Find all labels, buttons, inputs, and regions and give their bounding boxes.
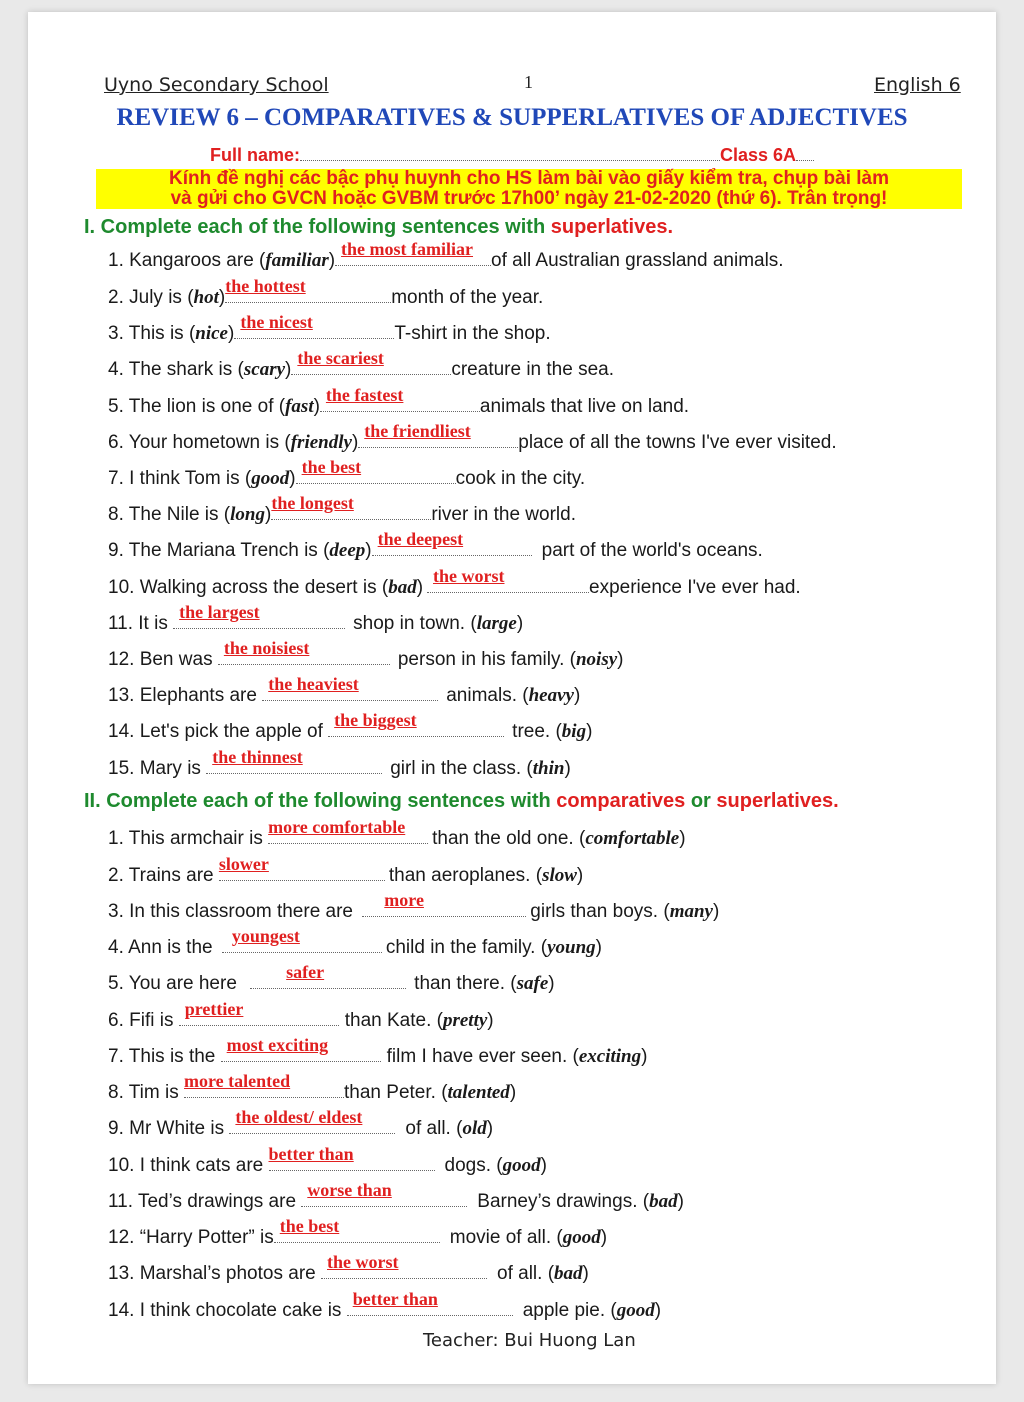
question-text: film I have ever seen. ( — [386, 1046, 579, 1067]
question-text: animals. ( — [446, 685, 529, 706]
question-text: 1. Kangaroos are ( — [108, 250, 266, 271]
question-text: ) — [365, 540, 372, 561]
adjective-hint: talented — [447, 1082, 510, 1103]
question-text: 5. The lion is one of ( — [108, 396, 286, 417]
answer-blank[interactable] — [268, 817, 428, 844]
question-text: 12. “Harry Potter” is — [108, 1227, 274, 1248]
s2-question-11 — [108, 1180, 684, 1214]
question-text: animals that live on land. — [479, 396, 690, 417]
s2-question-5 — [108, 962, 555, 996]
answer-blank[interactable] — [372, 529, 532, 556]
question-text: 4. Ann is the — [108, 937, 213, 958]
s2-question-7 — [108, 1035, 648, 1069]
answer-text: the oldest/ eldest — [235, 1107, 363, 1127]
adjective-hint: hot — [193, 287, 219, 308]
answer-blank[interactable] — [221, 1035, 381, 1062]
answer-text: the best — [279, 1216, 340, 1236]
s1-question-4 — [108, 348, 615, 382]
question-text: girls than boys. ( — [530, 901, 670, 922]
answer-text: the noisiest — [223, 638, 310, 658]
question-text: 1. This armchair is — [108, 828, 263, 849]
s2-question-9 — [108, 1107, 494, 1141]
s1-question-8 — [108, 493, 576, 527]
s2-question-10 — [108, 1144, 547, 1178]
question-text: 9. Mr White is — [108, 1118, 225, 1139]
s2-question-12 — [108, 1216, 608, 1250]
class-blank — [796, 160, 814, 161]
adjective-hint: bad — [388, 577, 417, 598]
question-text: 9. The Mariana Trench is ( — [108, 540, 330, 561]
s2-question-3 — [108, 890, 720, 924]
answer-text: the deepest — [377, 529, 464, 549]
question-text: ) — [677, 1191, 684, 1212]
adjective-hint: pretty — [442, 1010, 488, 1031]
fullname-row — [210, 145, 814, 166]
adjective-hint: old — [462, 1118, 487, 1139]
answer-text: safer — [286, 962, 325, 982]
question-text: 2. Trains are — [108, 865, 214, 886]
question-text: than the old one. ( — [432, 828, 586, 849]
question-text: ) — [617, 649, 624, 670]
s1-question-6 — [108, 421, 837, 455]
answer-text: the nicest — [240, 312, 313, 332]
question-text: ) — [564, 758, 571, 779]
question-text: ) — [313, 396, 320, 417]
answer-text: the friendliest — [364, 421, 471, 441]
question-text: 2. July is ( — [108, 287, 194, 308]
adjective-hint: thin — [532, 758, 565, 779]
section-2-heading — [84, 790, 839, 813]
question-text: girl in the class. ( — [390, 758, 533, 779]
section-2-heading-text: or — [685, 790, 717, 812]
teacher-signature: Teacher: Bui Huong Lan — [423, 1330, 636, 1351]
question-text: ) — [285, 359, 292, 380]
s1-question-15 — [108, 747, 571, 781]
answer-text: the heaviest — [268, 674, 359, 694]
adjective-hint: deep — [329, 540, 366, 561]
question-text: ) — [351, 432, 359, 453]
adjective-hint: good — [562, 1227, 601, 1248]
answer-blank[interactable] — [362, 890, 526, 917]
adjective-hint: fast — [285, 396, 314, 417]
answer-blank[interactable] — [320, 385, 480, 412]
question-text: ) — [487, 1010, 494, 1031]
answer-text: the longest — [271, 493, 354, 513]
answer-blank[interactable] — [225, 276, 391, 303]
s1-question-2 — [108, 276, 544, 310]
question-text: river in the world. — [431, 504, 576, 525]
answer-text: the scariest — [297, 348, 384, 368]
question-text: movie of all. ( — [449, 1227, 563, 1248]
answer-blank[interactable] — [321, 1252, 487, 1279]
class-label: Class 6A — [720, 145, 797, 165]
s2-question-13 — [108, 1252, 589, 1286]
parent-notice — [96, 169, 962, 209]
s2-question-1 — [108, 817, 686, 851]
answer-text: the thinnest — [212, 747, 303, 767]
question-text: 8. Tim is — [108, 1082, 179, 1103]
question-text: 4. The shark is ( — [108, 359, 244, 380]
question-text: 3. This is ( — [108, 323, 196, 344]
question-text: of all. ( — [405, 1118, 463, 1139]
question-text: 10. I think cats are — [108, 1155, 264, 1176]
answer-blank[interactable] — [179, 999, 339, 1026]
question-text: ) — [289, 468, 296, 489]
s1-question-5 — [108, 385, 690, 419]
question-text: 6. Your hometown is ( — [108, 432, 291, 453]
adjective-hint: safe — [516, 973, 549, 994]
adjective-hint: scary — [243, 359, 286, 380]
answer-text: most exciting — [226, 1035, 329, 1055]
question-text: 15. Mary is — [108, 758, 201, 779]
notice-line-1: Kính đề nghị các bậc phụ huynh cho HS làm bài vào giấy kiểm tra, chụp bài làm — [168, 168, 890, 189]
question-text: 10. Walking across the desert is ( — [108, 577, 389, 598]
question-text: dogs. ( — [444, 1155, 503, 1176]
section-2-heading-text: II. Complete each of the following sentences with — [84, 790, 557, 812]
answer-blank[interactable] — [206, 747, 382, 774]
question-text: apple pie. ( — [522, 1300, 617, 1321]
question-text: creature in the sea. — [451, 359, 615, 380]
answer-blank[interactable] — [358, 421, 518, 448]
s2-question-14 — [108, 1289, 662, 1323]
answer-text: more comfortable — [268, 817, 406, 837]
question-text: ) — [328, 250, 336, 271]
adjective-hint: comfortable — [585, 828, 680, 849]
adjective-hint: long — [230, 504, 265, 525]
s2-question-2 — [108, 854, 584, 888]
answer-blank[interactable] — [296, 457, 456, 484]
question-text: 11. Ted’s drawings are — [108, 1191, 297, 1212]
answer-text: the worst — [327, 1252, 399, 1272]
section-2-heading-keyword: comparatives — [556, 790, 686, 812]
adjective-hint: slow — [542, 865, 577, 886]
question-text: shop in town. ( — [353, 613, 477, 634]
adjective-hint: friendly — [290, 432, 352, 453]
answer-text: better than — [352, 1289, 438, 1309]
answer-text: more talented — [184, 1071, 291, 1091]
answer-blank[interactable] — [222, 926, 382, 953]
fullname-label: Full name: — [210, 145, 301, 165]
question-text: experience I've ever had. — [589, 577, 801, 598]
adjective-hint: familiar — [265, 250, 329, 271]
adjective-hint: nice — [195, 323, 228, 344]
question-text: ) — [416, 577, 424, 598]
answer-text: better than — [268, 1144, 354, 1164]
answer-text: the hottest — [225, 276, 306, 296]
answer-blank[interactable] — [328, 710, 504, 737]
question-text: 12. Ben was — [108, 649, 213, 670]
adjective-hint: bad — [554, 1263, 583, 1284]
question-text: 8. The Nile is ( — [108, 504, 231, 525]
adjective-hint: heavy — [528, 685, 574, 706]
question-text: 14. I think chocolate cake is — [108, 1300, 342, 1321]
worksheet-page — [28, 12, 996, 1384]
answer-blank[interactable] — [427, 566, 589, 593]
question-text: ) — [595, 937, 602, 958]
answer-text: the fastest — [325, 385, 404, 405]
question-text: 11. It is — [108, 613, 168, 634]
section-1-heading-text: I. Complete each of the following sentences with — [84, 216, 551, 238]
question-text: than there. ( — [414, 973, 517, 994]
question-text: ) — [586, 721, 593, 742]
adjective-hint: exciting — [578, 1046, 642, 1067]
s1-question-10 — [108, 566, 801, 600]
page-number: 1 — [524, 72, 533, 92]
s1-question-7 — [108, 457, 586, 491]
question-text: ) — [509, 1082, 517, 1103]
question-text: part of the world's oceans. — [541, 540, 763, 561]
page-title: REVIEW 6 – COMPARATIVES & SUPPERLATIVES OF ADJECTIVES — [116, 104, 908, 131]
answer-blank[interactable] — [184, 1071, 344, 1098]
answer-blank[interactable] — [218, 854, 385, 881]
answer-blank[interactable] — [301, 1180, 467, 1207]
question-text: ) — [548, 973, 555, 994]
question-text: of all Australian grassland animals. — [491, 250, 784, 271]
adjective-hint: big — [561, 721, 587, 742]
question-text: than Kate. ( — [344, 1010, 443, 1031]
s1-question-3 — [108, 312, 551, 346]
section-1-heading-keyword: superlatives. — [550, 216, 674, 238]
question-text: ) — [654, 1300, 662, 1321]
answer-blank[interactable] — [250, 962, 406, 989]
adjective-hint: many — [669, 901, 713, 922]
question-text: 5. You are here — [108, 973, 237, 994]
answer-blank[interactable] — [271, 493, 431, 520]
question-text: ) — [679, 828, 686, 849]
question-text: than aeroplanes. ( — [388, 865, 543, 886]
subject-name: English 6 — [874, 74, 961, 96]
question-text: Barney’s drawings. ( — [477, 1191, 650, 1212]
adjective-hint: good — [616, 1300, 655, 1321]
answer-blank[interactable] — [234, 312, 394, 339]
question-text: 7. This is the — [108, 1046, 216, 1067]
adjective-hint: good — [251, 468, 290, 489]
question-text: ) — [516, 613, 524, 634]
s1-question-13 — [108, 674, 581, 708]
s2-question-4 — [108, 926, 602, 960]
notice-line-2: và gửi cho GVCN hoặc GVBM trước 17h00’ ngày 21-02-2020 (thứ 6). Trân trọng! — [170, 188, 888, 209]
question-text: 3. In this classroom there are — [108, 901, 353, 922]
answer-blank[interactable] — [268, 1144, 435, 1171]
s2-question-8 — [108, 1071, 517, 1105]
question-text: person in his family. ( — [397, 649, 576, 670]
school-name: Uyno Secondary School — [104, 74, 329, 96]
s2-question-6 — [108, 999, 494, 1033]
answer-text: worse than — [307, 1180, 392, 1200]
s1-question-12 — [108, 638, 624, 672]
question-text: 13. Elephants are — [108, 685, 257, 706]
answer-text: the most familiar — [341, 239, 474, 259]
answer-blank[interactable] — [291, 348, 451, 375]
question-text: ) — [573, 685, 581, 706]
answer-blank[interactable] — [173, 602, 345, 629]
question-text: 13. Marshal’s photos are — [108, 1263, 316, 1284]
answer-blank[interactable] — [274, 1216, 440, 1243]
question-text: ) — [228, 323, 235, 344]
question-text: than Peter. ( — [344, 1082, 448, 1103]
fullname-blank[interactable] — [300, 160, 720, 161]
answer-text: slower — [218, 854, 269, 874]
answer-text: youngest — [231, 926, 300, 946]
section-2-heading-keyword: superlatives. — [716, 790, 839, 812]
question-text: tree. ( — [512, 721, 562, 742]
answer-text: more — [384, 890, 424, 910]
question-text: cook in the city. — [455, 468, 586, 489]
section-1-heading — [84, 216, 673, 239]
answer-text: the best — [301, 457, 362, 477]
s1-question-11 — [108, 602, 524, 636]
answer-blank[interactable] — [218, 638, 390, 665]
question-text: ) — [576, 865, 584, 886]
answer-text: the biggest — [334, 710, 417, 730]
adjective-hint: good — [502, 1155, 541, 1176]
answer-blank[interactable] — [229, 1107, 395, 1134]
question-text: ) — [265, 504, 272, 525]
answer-text: the worst — [433, 566, 505, 586]
question-text: ) — [712, 901, 720, 922]
question-text: 6. Fifi is — [108, 1010, 174, 1031]
answer-blank[interactable] — [262, 674, 438, 701]
answer-text: the largest — [179, 602, 260, 622]
s1-question-1 — [108, 239, 784, 273]
answer-text: prettier — [184, 999, 244, 1019]
question-text: 7. I think Tom is ( — [108, 468, 252, 489]
answer-blank[interactable] — [347, 1289, 513, 1316]
question-text: of all. ( — [497, 1263, 555, 1284]
adjective-hint: large — [476, 613, 517, 634]
question-text: ) — [540, 1155, 547, 1176]
question-text: ) — [486, 1118, 494, 1139]
answer-blank[interactable] — [335, 239, 491, 266]
question-text: child in the family. ( — [385, 937, 548, 958]
question-text: month of the year. — [391, 287, 544, 308]
question-text: place of all the towns I've ever visited. — [518, 432, 837, 453]
question-text: ) — [582, 1263, 589, 1284]
question-text: 14. Let's pick the apple of — [108, 721, 323, 742]
question-text: ) — [218, 287, 226, 308]
adjective-hint: noisy — [575, 649, 618, 670]
adjective-hint: young — [547, 937, 596, 958]
adjective-hint: bad — [649, 1191, 678, 1212]
s1-question-14 — [108, 710, 593, 744]
question-text: ) — [600, 1227, 608, 1248]
s1-question-9 — [108, 529, 763, 563]
question-text: T-shirt in the shop. — [394, 323, 551, 344]
question-text: ) — [641, 1046, 648, 1067]
